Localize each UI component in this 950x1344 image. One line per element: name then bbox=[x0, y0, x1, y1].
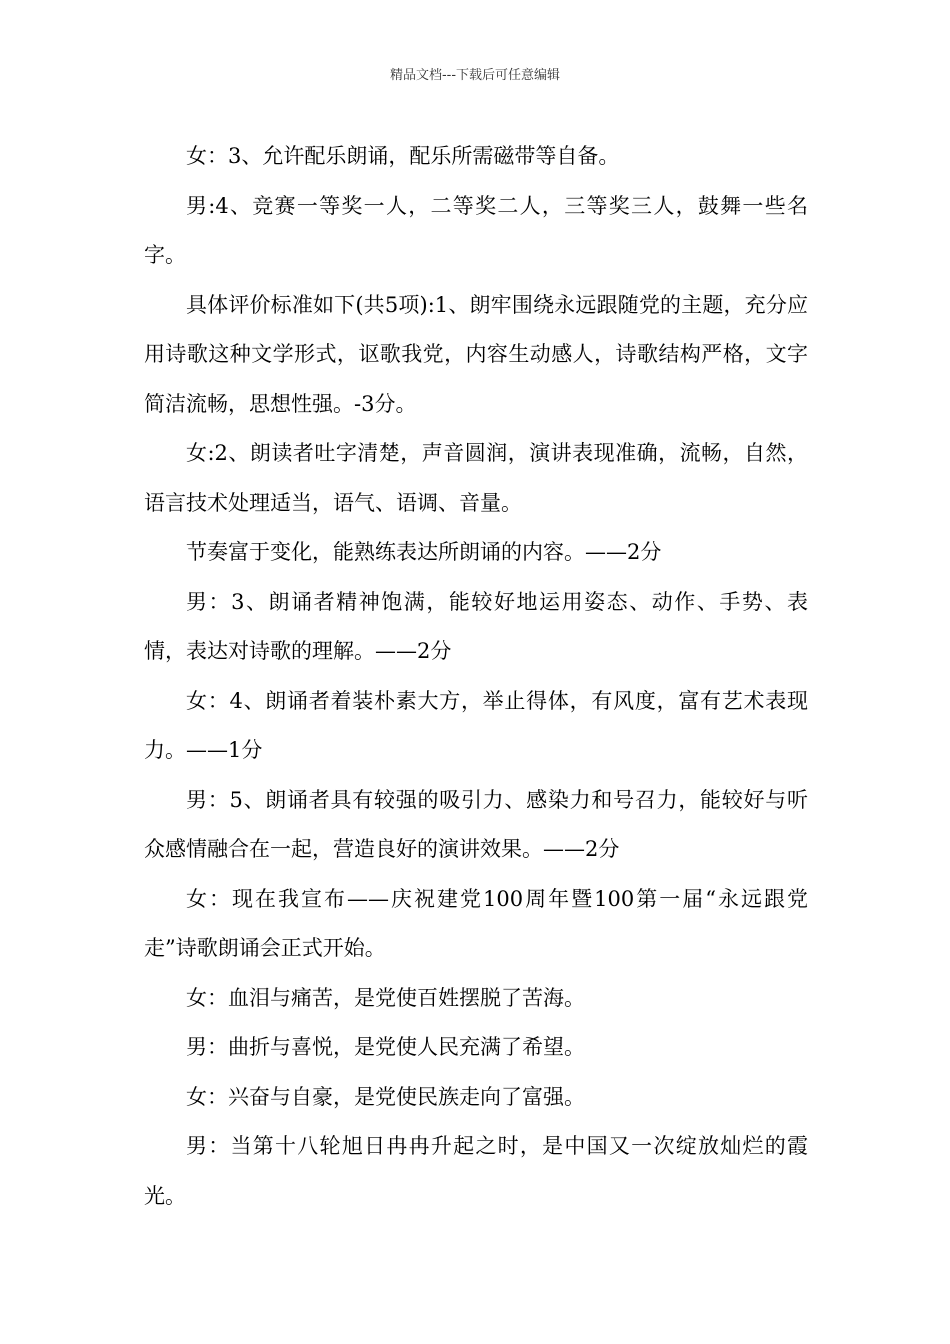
paragraph: 男：3、朗诵者精神饱满，能较好地运用姿态、动作、手势、表情，表达对诗歌的理解。——2分 bbox=[144, 589, 808, 663]
paragraph: 具体评价标准如下(共5项):1、朗牢围绕永远跟随党的主题，充分应用诗歌这种文学形式，讴歌我党，内容生动感人，诗歌结构严格，文字简洁流畅，思想性强。-3分。 bbox=[144, 292, 808, 416]
paragraph: 女：4、朗诵者着装朴素大方，举止得体，有风度，富有艺术表现力。——1分 bbox=[144, 688, 808, 762]
paragraph: 男:4、竞赛一等奖一人，二等奖二人，三等奖三人，鼓舞一些名字。 bbox=[144, 193, 808, 267]
paragraph: 男：曲折与喜悦，是党使人民充满了希望。 bbox=[186, 1035, 585, 1059]
paragraph: 节奏富于变化，能熟练表达所朗诵的内容。——2分 bbox=[186, 540, 662, 564]
paragraph: 女：血泪与痛苦，是党使百姓摆脱了苦海。 bbox=[186, 985, 585, 1010]
paragraph: 女：3、允许配乐朗诵，配乐所需磁带等自备。 bbox=[186, 144, 620, 168]
paragraph: 男：当第十八轮旭日冉冉升起之时，是中国又一次绽放灿烂的霞光。 bbox=[144, 1134, 808, 1208]
paragraph: 男：5、朗诵者具有较强的吸引力、感染力和号召力，能较好与听众感情融合在一起，营造良好的演讲效果。——2分 bbox=[144, 787, 808, 861]
paragraph: 女：兴奋与自豪，是党使民族走向了富强。 bbox=[186, 1084, 585, 1109]
document-body bbox=[144, 132, 808, 1221]
paragraph: 女:2、朗读者吐字清楚，声音圆润，演讲表现准确，流畅，自然，语言技术处理适当，语气、语调、音量。 bbox=[144, 441, 808, 515]
paragraph: 女：现在我宣布——庆祝建党100周年暨100第一届“永远跟党走”诗歌朗诵会正式开始。 bbox=[144, 886, 808, 960]
page-header: 精品文档---下载后可任意编辑 bbox=[389, 68, 561, 83]
